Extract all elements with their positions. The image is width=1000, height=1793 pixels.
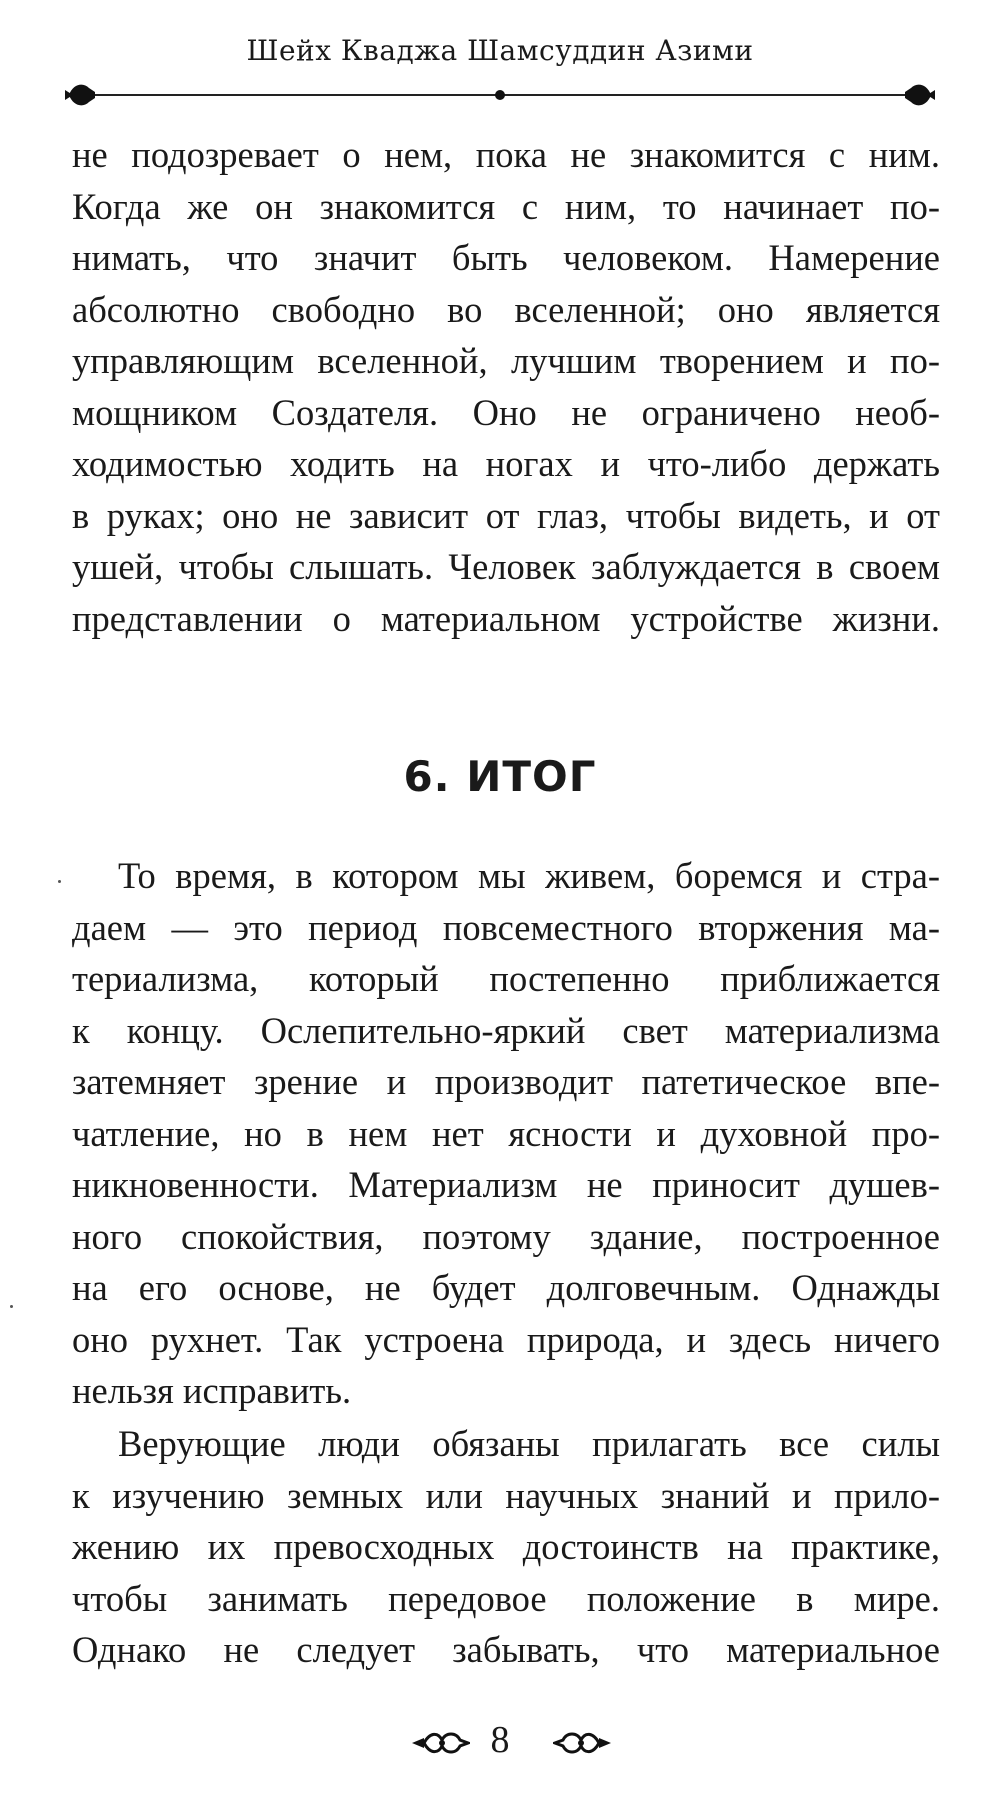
scan-speck xyxy=(58,880,61,883)
text-line: чтобы занимать передовое положение в мире. xyxy=(72,1577,940,1619)
text-line: нимать, что значит быть человеком. Намерение xyxy=(72,237,940,278)
text-line: Когда же он знакомится с ним, то начинает по- xyxy=(72,185,940,227)
text-line: к изучению земных или научных знаний и прило- xyxy=(72,1474,940,1516)
paragraph-summary-2 xyxy=(72,1418,940,1676)
section-heading: 6. ИТОГ xyxy=(403,752,597,801)
scan-speck xyxy=(10,1305,13,1308)
text-line: ного спокойствия, поэтому здание, построенное xyxy=(72,1215,940,1257)
text-line: нельзя исправить. xyxy=(72,1370,352,1411)
text-line: мощником Создателя. Оно не ограничено необ- xyxy=(72,391,940,433)
page-number: 8 xyxy=(490,1719,510,1761)
text-line: управляющим вселенной, лучшим творением и по- xyxy=(72,340,940,381)
text-line: в руках; оно не зависит от глаз, чтобы видеть, и от xyxy=(72,494,940,536)
left-flourish-icon xyxy=(410,1728,470,1758)
text-line: к концу. Ослепительно-яркий свет материализма xyxy=(72,1009,940,1051)
text-line: Однако не следует забывать, что материальное xyxy=(72,1629,940,1670)
header-ornament-rule xyxy=(65,78,935,112)
text-line: ходимостью ходить на ногах и что-либо держать xyxy=(72,443,940,484)
text-line: Верующие люди обязаны прилагать все силы xyxy=(118,1423,940,1464)
text-line: ушей, чтобы слышать. Человек заблуждается в своем xyxy=(72,546,940,587)
text-line: никновенности. Материализм не приносит душев- xyxy=(72,1164,940,1205)
continued-paragraph xyxy=(72,129,940,644)
text-line: териализма, который постепенно приближается xyxy=(72,958,940,999)
paragraph-summary-1 xyxy=(72,850,940,1417)
text-line: жению их превосходных достоинств на практике, xyxy=(72,1526,940,1567)
text-line: не подозревает о нем, пока не знакомится с ним. xyxy=(72,134,940,175)
text-line: даем — это период повсеместного вторжения ма- xyxy=(72,906,940,948)
text-line: абсолютно свободно во вселенной; оно является xyxy=(72,288,940,330)
page-footer xyxy=(0,1716,1000,1766)
text-line: оно рухнет. Так устроена природа, и здесь ничего xyxy=(72,1318,940,1360)
text-line: То время, в котором мы живем, боремся и стра- xyxy=(118,855,940,896)
running-header: Шейх Кваджа Шамсуддин Азими xyxy=(246,34,754,67)
right-flourish-icon xyxy=(553,1728,613,1758)
text-line: представлении о материальном устройстве жизни. xyxy=(72,597,940,639)
text-line: на его основе, не будет долговечным. Однажды xyxy=(72,1267,940,1308)
text-line: чатление, но в нем нет ясности и духовной про- xyxy=(72,1112,940,1154)
text-line: затемняет зрение и производит патетическое впе- xyxy=(72,1061,940,1102)
